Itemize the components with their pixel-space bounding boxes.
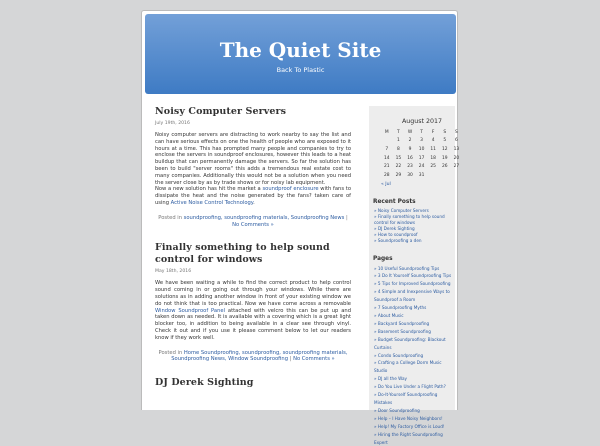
page-link[interactable]: » DJ all the Way xyxy=(374,376,408,382)
calendar-week xyxy=(381,171,462,180)
recent-post-link[interactable]: » Noisy Computer Servers xyxy=(374,207,429,213)
calendar-day: 20 xyxy=(453,155,460,161)
calendar-day: 19 xyxy=(441,155,448,161)
post-text: . xyxy=(253,199,255,206)
calendar-weekday: S xyxy=(443,129,447,135)
post-date: May 18th, 2016 xyxy=(155,269,192,275)
calendar-day: 16 xyxy=(407,155,413,161)
calendar-day: 24 xyxy=(418,164,425,170)
calendar-day: 6 xyxy=(454,138,458,144)
calendar-day: 13 xyxy=(453,146,460,152)
calendar-weekday: T xyxy=(397,129,400,135)
page-link[interactable]: » Help – I Have Noisy Neighbors! xyxy=(374,415,443,421)
post xyxy=(155,106,351,228)
recent-post-link[interactable]: » Finally something to help sound control for windows xyxy=(374,213,445,225)
calendar-weekday: T xyxy=(420,129,423,135)
page-link[interactable]: » 3 Do It Yourself Soundproofing Tips xyxy=(374,273,452,279)
calendar-day: 17 xyxy=(418,155,425,161)
calendar-table xyxy=(381,128,462,180)
calendar-day: 22 xyxy=(395,164,402,170)
calendar-day: 21 xyxy=(384,164,390,170)
page-link[interactable]: » Crafting a College Dorm Music Studio xyxy=(374,360,442,374)
calendar-week xyxy=(381,162,462,171)
meta-separator: | xyxy=(288,356,294,363)
calendar-day: 9 xyxy=(408,146,412,152)
page-link[interactable]: » Do You Live Under a Flight Path? xyxy=(374,384,446,390)
page-link[interactable]: » Condo Soundproofing xyxy=(374,352,424,358)
calendar-day: 30 xyxy=(407,172,413,178)
page-link[interactable]: » Do-It-Yourself Soundproofing Mistakes xyxy=(374,392,438,405)
calendar-day: 8 xyxy=(396,146,400,152)
calendar-prev-link[interactable]: « Jul xyxy=(381,181,391,187)
meta-separator: | xyxy=(344,214,348,221)
post-link[interactable]: Window Soundproof Panel xyxy=(155,307,226,314)
calendar-day: 25 xyxy=(430,164,436,170)
post-text: We have been waiting a while to find the correct product to help control sound coming in or going out through your windows. While there are solutions as in adding another window in front of your existing window we do not think that is too practical. Now we have come across a removable xyxy=(155,280,351,307)
calendar-day: 2 xyxy=(408,138,412,144)
calendar-weekday: W xyxy=(407,129,413,135)
post-title[interactable]: DJ Derek Sighting xyxy=(155,377,254,389)
calendar-week xyxy=(381,137,462,146)
post-body xyxy=(155,280,351,341)
comments-link[interactable]: No Comments » xyxy=(232,221,274,228)
page-link[interactable]: » 5 Tips for Improved Soundproofing xyxy=(374,281,451,287)
page-link[interactable]: » 4 Simple and Inexpensive Ways to Soundproof a Room xyxy=(374,289,450,303)
post xyxy=(155,377,351,389)
page-link[interactable]: » Basement Soundproofing xyxy=(374,328,431,334)
calendar xyxy=(381,118,463,187)
post-meta xyxy=(155,350,351,364)
calendar-weekday: M xyxy=(384,129,389,135)
calendar-day: 4 xyxy=(431,138,435,144)
site-title[interactable]: The Quiet Site xyxy=(219,38,382,62)
calendar-day: 28 xyxy=(384,172,390,178)
post-text: attached with velcro this can be put up and taken down as needed. It is available with a covering which is a great light blocker too, in addition to being available in a clear see through vinyl. Check it out and if you use it please comment below to let our readers know if they work well. xyxy=(155,307,351,341)
calendar-day: 23 xyxy=(407,164,413,170)
recent-posts-heading: Recent Posts xyxy=(373,198,416,205)
content xyxy=(155,106,351,403)
recent-post-link[interactable]: » Soundproofing a den xyxy=(374,237,422,243)
calendar-day: 26 xyxy=(441,164,448,170)
posted-in-label: Posted in xyxy=(158,349,184,356)
calendar-day: 12 xyxy=(441,146,448,152)
recent-post-link[interactable]: » How to soundproof xyxy=(374,231,418,237)
calendar-weekday: S xyxy=(454,129,458,135)
post-title[interactable]: Noisy Computer Servers xyxy=(155,106,287,117)
post xyxy=(155,242,351,363)
post-date: July 19th, 2016 xyxy=(155,121,190,126)
post-title[interactable]: Finally something to help sound control for windows xyxy=(155,242,330,266)
calendar-day: 11 xyxy=(430,146,436,152)
calendar-header-row xyxy=(381,128,462,137)
recent-post-link[interactable]: » DJ Derek Sighting xyxy=(374,225,415,231)
category-links[interactable]: Home Soundproofing, soundproofing, soundproofing materials, Soundproofing News, Window Soundproofing xyxy=(171,349,348,363)
post-link[interactable]: soundproof enclosure xyxy=(262,186,319,193)
page-link[interactable]: » 10 Useful Soundproofing Tips xyxy=(374,265,440,271)
page-link[interactable]: » Help! My Factory Office is Loud! xyxy=(374,423,445,429)
calendar-day: 5 xyxy=(443,138,447,144)
calendar-day xyxy=(427,171,439,180)
page xyxy=(141,10,460,445)
calendar-day: 18 xyxy=(430,155,436,161)
category-links[interactable]: soundproofing, soundproofing materials, Soundproofing News xyxy=(183,214,345,221)
post-text: Now a new solution has hit the market a xyxy=(155,186,263,193)
calendar-day: 15 xyxy=(395,155,402,161)
calendar-day: 10 xyxy=(418,146,425,152)
page-link[interactable]: » Budget Soundproofing: Blackout Curtains xyxy=(374,336,446,350)
comments-link[interactable]: No Comments » xyxy=(293,356,335,363)
calendar-body xyxy=(381,137,462,180)
post-body xyxy=(155,132,351,207)
calendar-day xyxy=(381,137,393,146)
page-link[interactable]: » Backyard Soundproofing xyxy=(374,320,430,326)
page-link[interactable]: » Hiring the Right Soundproofing Expert xyxy=(374,431,443,445)
calendar-day: 1 xyxy=(396,138,400,144)
page-link[interactable]: » Door Soundproofing xyxy=(374,407,420,413)
posted-in-label: Posted in xyxy=(158,214,184,221)
page-link[interactable]: » 7 Soundproofing Myths xyxy=(374,305,427,311)
post-link[interactable]: Active Noise Control Technology xyxy=(170,199,254,206)
pages-list xyxy=(374,265,455,446)
calendar-caption: August 2017 xyxy=(401,118,443,125)
sidebar xyxy=(369,106,460,445)
post-meta xyxy=(155,215,351,229)
calendar-day: 31 xyxy=(418,172,425,178)
calendar-day: 14 xyxy=(384,155,390,161)
pages-heading: Pages xyxy=(373,255,393,262)
page-link[interactable]: » About Music xyxy=(374,313,404,318)
calendar-day: 3 xyxy=(420,138,423,144)
recent-posts-list xyxy=(374,208,455,244)
post-text: Noisy computer servers are distracting to work nearby to say the list and can have serious effects on one the health of people who are exposed to it hours at a time. This has prompted many people and companies to try to enclose the servers in soundproof enclosures, however this leads to a heat buildup that can permanently damage the servers. So far the solution has been to build "server rooms" this adds a tremendous real estate cost to many companies. Additionally this would not be a solution when you need the server close by as by trade shows or for noisy lab equipment. xyxy=(155,132,351,186)
calendar-day xyxy=(451,171,463,180)
calendar-day: 29 xyxy=(395,172,402,178)
calendar-week xyxy=(381,145,462,154)
post-text: with fans to dissipate the heat and the noise generated by the fans? taken care of using xyxy=(155,186,351,206)
calendar-day xyxy=(439,171,451,180)
calendar-weekday: F xyxy=(431,129,435,135)
calendar-day: 7 xyxy=(385,146,389,152)
site-description: Back To Plastic xyxy=(276,66,325,74)
calendar-day: 27 xyxy=(453,164,460,170)
calendar-week xyxy=(381,154,462,163)
